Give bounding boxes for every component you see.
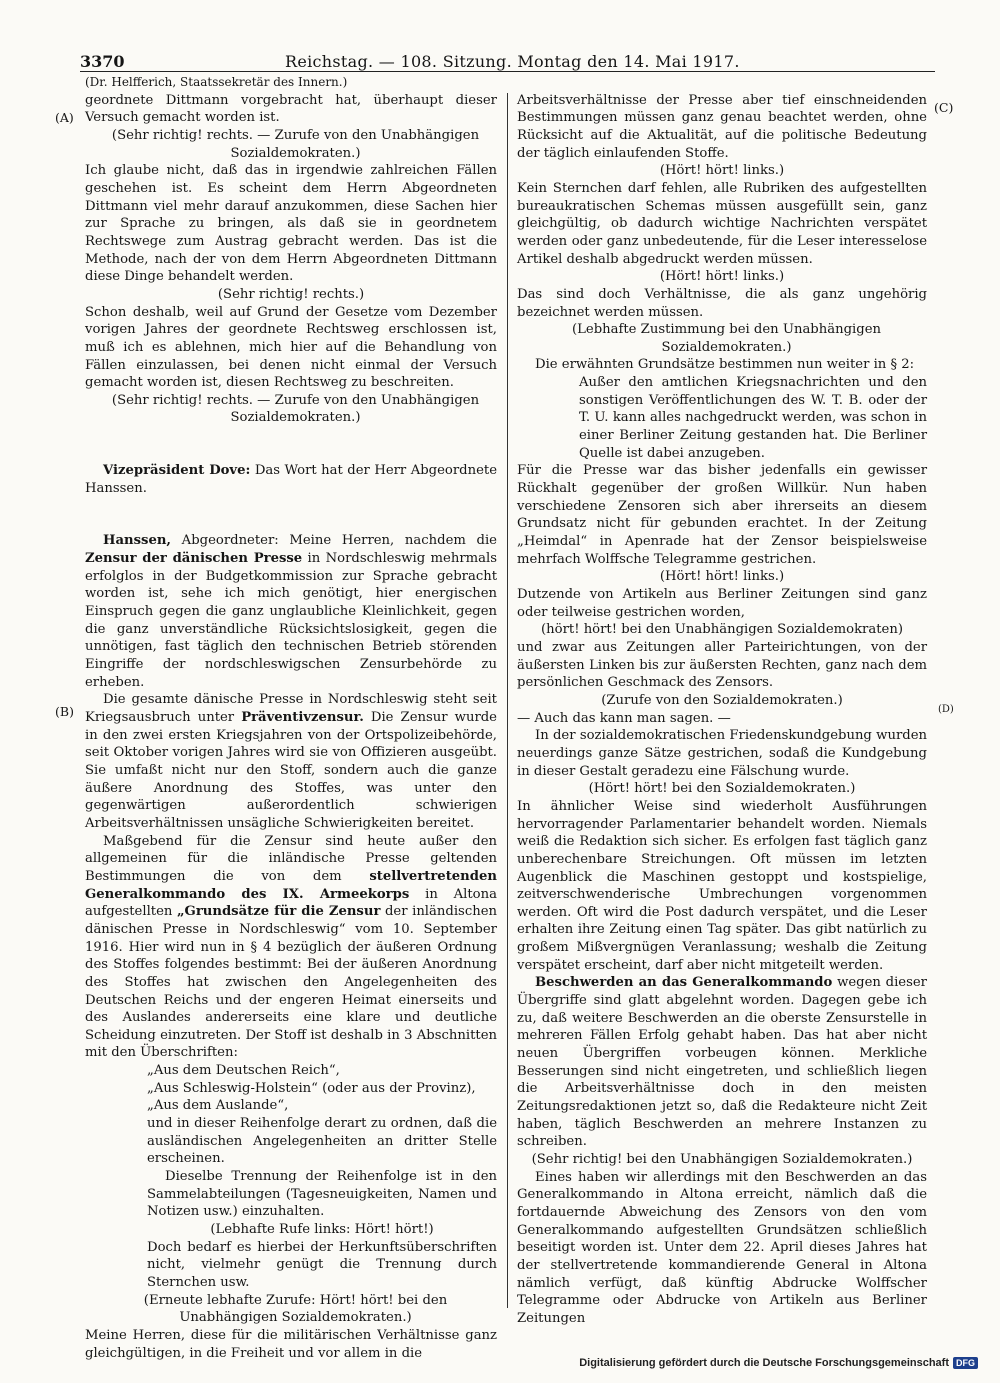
- page-number: 3370: [80, 52, 125, 71]
- quoted-heading: „Aus dem Deutschen Reich“,: [147, 1063, 340, 1079]
- speaker-name: Hanssen,: [103, 533, 172, 549]
- paragraph: Schon deshalb, weil auf Grund der Gesetze vom Dezember vorigen Jahres der geordnete Rechtsweg erschlossen ist, muß ich es ablehnen, mich hier auf die Behandlung von Fällen einzulassen, bei denen nicht einmal der Versuch gemacht worden ist, diesen Rechtsweg zu beschreiten.: [85, 304, 497, 391]
- column-divider: [507, 93, 508, 1308]
- text-run: Die gesamte dänische Presse in Nordschleswig steht seit Kriegsausbruch unter: [85, 692, 497, 725]
- paragraph: [517, 974, 927, 1151]
- header-rule: [80, 71, 935, 72]
- quoted-text: Außer den amtlichen Kriegsnachrichten und den sonstigen Veröffentlichungen des W. T. B. oder der T. U. kann alles nachgedruckt werden, was schon in einer Berliner Zeitung gestanden hat. Die Berliner Quelle ist dabei anzugeben.: [579, 375, 927, 461]
- paragraph: In ähnlicher Weise sind wiederholt Ausführungen hervorragender Parlamentarier behandelt worden. Niemals weiß die Redaktion sich sicher. Es erfolgen fast täglich ganz unberechenbare Streichungen. Oft müssen im letzten Augenblick die Maschinen gestoppt und kostspielige, zeitverschwenderische Umbrechungen vorgenommen werden. Oft wird die Post dadurch verspätet, und die Leser erhalten ihre Zeitung einen Tag später. Das gibt natürlich zu großem Mißvergnügen Veranlassung; weshalb die Zeitung verspätet erscheint, darf aber nicht mitgeteilt werden.: [517, 798, 927, 973]
- speaker-reference: (Dr. Helfferich, Staatssekretär des Innern.): [85, 75, 348, 89]
- speaker-role: Abgeordneter: Meine Herren, nachdem die: [181, 533, 497, 549]
- remark-text: Das Wort hat der Herr Abgeordnete Hanssen.: [85, 463, 497, 496]
- emphasis: Präventivzensur.: [241, 710, 364, 725]
- speaker-name: Vizepräsident Dove:: [103, 463, 251, 479]
- quoted-text: Doch bedarf es hierbei der Herkunftsüberschriften nicht, vielmehr genügt die Trennung durch Sternchen usw.: [147, 1239, 497, 1290]
- paragraph: geordnete Dittmann vorgebracht hat, überhaupt dieser Versuch gemacht worden ist.: [85, 92, 497, 126]
- paragraph: Ich glaube nicht, daß das in irgendwie zahlreichen Fällen geschehen ist. Es scheint dem Herrn Abgeordneten Dittmann viel mehr darauf anzukommen, diese Sachen hier zur Sprache zu bringen, als daß sie in geordnetem Rechtswege zum Austrag gebracht werden. Das ist die Methode, nach der von dem Herrn Abgeordneten Dittmann diese Dinge behandelt werden.: [85, 163, 497, 285]
- speech-text: in Nordschleswig mehrmals erfolglos in der Budgetkommission zur Sprache gebracht worden ist, sehe ich mich genötigt, hier energischen Einspruch gegen die ganz unglaubliche Kleinlichkeit, gegen die ganz unverständliche Rücksichtslosigkeit, gegen die unnötigen, fast täglich den technischen Betrieb störenden Eingriffe der nordschleswigschen Zensurbehörde zu erheben.: [85, 551, 497, 690]
- text-run: in Altona aufgestellten: [85, 886, 497, 920]
- quoted-text: Dieselbe Trennung der Reihenfolge ist in den Sammelabteilungen (Tagesneuigkeiten, Namen und Notizen usw.) einzuhalten.: [147, 1169, 497, 1220]
- interjection: (Sehr richtig! rechts. — Zurufe von den Unabhängigen Sozialdemokraten.): [111, 127, 480, 161]
- interjection: (Hört! hört! links.): [659, 569, 785, 585]
- paragraph: [85, 833, 497, 1063]
- spacer: [85, 497, 497, 532]
- interjection: (Zurufe von den Sozialdemokraten.): [601, 692, 843, 708]
- paragraph: Für die Presse war das bisher jedenfalls ein gewisser Rückhalt gegenüber der großen Willkür. Nun haben verschiedene Zensoren sich aber ihrerseits an diesem Grundsatz nicht für gebunden erachtet. In der Zeitung „Heimdal“ in Apenrade hat der Zensor beispielsweise mehrfach Wolffsche Telegramme gestrichen.: [517, 463, 927, 567]
- paragraph: In der sozialdemokratischen Friedenskundgebung wurden neuerdings ganze Sätze gestrichen, sodaß die Kundgebung in dieser Gestalt geradezu eine Fälschung wurde.: [517, 728, 927, 779]
- paragraph: Dutzende von Artikeln aus Berliner Zeitungen sind ganz oder teilweise gestrichen worden,: [517, 587, 927, 620]
- paragraph: Arbeitsverhältnisse der Presse aber tief einschneidenden Bestimmungen müssen ganz genau beachtet werden, ohne Rücksicht auf die Aktualität, auf die politische Bedeutung der täglich einlaufenden Stoffe.: [517, 92, 927, 161]
- left-column: [85, 74, 497, 1362]
- speech-opening: [85, 532, 497, 691]
- paragraph: Eines haben wir allerdings mit den Beschwerden an das Generalkommando in Altona erreicht, nämlich daß die fortdauernde Abweichung des Zensors von den vom Generalkommando aufgestellten Grundsätzen schließlich beseitigt worden ist. Unter dem 22. April dieses Jahres hat der stellvertretende kommandierende General in Altona nämlich verfügt, daß künftig Abdrucke Wolffscher Telegramme oder Abdrucke von Artikeln aus Berliner Zeitungen: [517, 1169, 927, 1326]
- text-run: wegen dieser Übergriffe sind glatt abgelehnt worden. Dagegen gebe ich zu, daß weitere Beschwerden an die oberste Zensurstelle in mehreren Fällen Erfolg gehabt haben. Das hat aber nicht neuen Übergriffen vorbeugen können. Merkliche Besserungen sind nicht eingetreten, und schließlich liegen die Arbeitsverhältnisse doch in den meisten Zeitungsredaktionen jetzt so, daß die Redakteure nicht Zeit haben, täglich Beschwerden an mehrere Instanzen zu schreiben.: [517, 975, 927, 1150]
- paragraph: [85, 691, 497, 832]
- margin-marker-b: (B): [55, 704, 74, 719]
- quoted-text: und in dieser Reihenfolge derart zu ordnen, daß die ausländischen Angelegenheiten an dritter Stelle erscheinen.: [147, 1116, 497, 1167]
- interjection: (Lebhafte Rufe links: Hört! hört!): [210, 1222, 434, 1238]
- paragraph: Die erwähnten Grundsätze bestimmen nun weiter in § 2:: [535, 357, 915, 373]
- text-run: der inländischen dänischen Presse in Nordschleswig“ vom 10. September 1916. Hier wird nun in § 4 bezüglich der äußeren Ordnung des Stoffes folgendes bestimmt: Bei der äußeren Anordnung des Stoffes hat zwischen den Angelegenheiten des Deutschen Reichs und der engeren Heimat einerseits und des Auslandes andererseits eine klare und deutliche Scheidung einzutreten. Der Stoff ist deshalb in 3 Abschnitten mit den Überschriften:: [85, 904, 497, 1061]
- text-run: Maßgebend für die Zensur sind heute außer den allgemeinen für die inländische Presse geltenden Bestimmungen die von dem: [85, 833, 497, 884]
- interjection: (Hört! hört! links.): [659, 163, 785, 179]
- quoted-heading: „Aus Schleswig-Holstein“ (oder aus der Provinz),: [147, 1080, 476, 1096]
- margin-marker-a: (A): [55, 110, 74, 125]
- paragraph: — Auch das kann man sagen. —: [517, 710, 731, 726]
- interjection: (Hört! hört! bei den Sozialdemokraten.): [588, 781, 856, 797]
- spacer: [517, 74, 927, 92]
- emphasis: Beschwerden an das Generalkommando: [535, 975, 833, 991]
- paragraph: Kein Sternchen darf fehlen, alle Rubriken des aufgestellten bureaukratischen Schemas müssen ausgefüllt sein, ganz gleichgültig, ob dadurch wichtige Nachrichten verspätet werden oder ganz unbedeutende, für die Leser interesselose Artikel deshalb abgedruckt werden müssen.: [517, 180, 927, 267]
- interjection: (Erneute lebhafte Zurufe: Hört! hört! bei den Unabhängigen Sozialdemokraten.): [143, 1292, 448, 1326]
- interjection: (Hört! hört! links.): [659, 269, 785, 285]
- running-title: Reichstag. — 108. Sitzung. Montag den 14. Mai 1917.: [285, 52, 740, 71]
- interjection: (hört! hört! bei den Unabhängigen Sozialdemokraten): [541, 622, 903, 638]
- interjection: (Sehr richtig! rechts.): [217, 286, 365, 302]
- vice-president-remark: [85, 462, 497, 497]
- text-run: Die Zensur wurde in den zwei ersten Kriegsjahren von der Ortspolizeibehörde, seit Oktober vorigen Jahres wird sie von Offizieren ausgeübt. Sie umfaßt nicht nur den Stoff, sondern auch die ganze äußere Anordnung des Stoffes, was unter den gegenwärtigen außerordentlich schwierigen Arbeitsverhältnissen unsägliche Schwierigkeiten bereitet.: [85, 710, 497, 831]
- paragraph: Das sind doch Verhältnisse, die als ganz ungehörig bezeichnet werden müssen.: [517, 286, 927, 320]
- dfg-logo: DFG: [953, 1357, 978, 1369]
- right-column: [517, 74, 927, 1328]
- emphasis: stellvertretenden Generalkommando des IX. Armeekorps: [85, 868, 497, 902]
- interjection: (Sehr richtig! rechts. — Zurufe von den Unabhängigen Sozialdemokraten.): [111, 392, 480, 426]
- quoted-heading: „Aus dem Auslande“,: [147, 1098, 289, 1114]
- paragraph: Meine Herren, diese für die militärischen Verhältnisse ganz gleichgültigen, in die Freiheit und vor allem in die: [85, 1327, 497, 1361]
- interjection: (Sehr richtig! bei den Unabhängigen Sozialdemokraten.): [531, 1152, 913, 1168]
- margin-marker-c: (C): [934, 100, 954, 115]
- interjection: (Lebhafte Zustimmung bei den Unabhängigen Sozialdemokraten.): [572, 322, 881, 355]
- emphasis: Zensur der dänischen Presse: [85, 551, 303, 567]
- emphasis: „Grundsätze für die Zensur: [176, 904, 381, 920]
- footer-text: Digitalisierung gefördert durch die Deutsche Forschungsgemeinschaft: [579, 1357, 949, 1369]
- paragraph: und zwar aus Zeitungen aller Parteirichtungen, von der äußersten Linken bis zur äußersten Rechten, ganz nach dem persönlichen Geschmack des Zensors.: [517, 639, 927, 691]
- spacer: [85, 427, 497, 462]
- margin-marker-d: (D): [938, 704, 954, 715]
- digitization-footer: [579, 1357, 978, 1369]
